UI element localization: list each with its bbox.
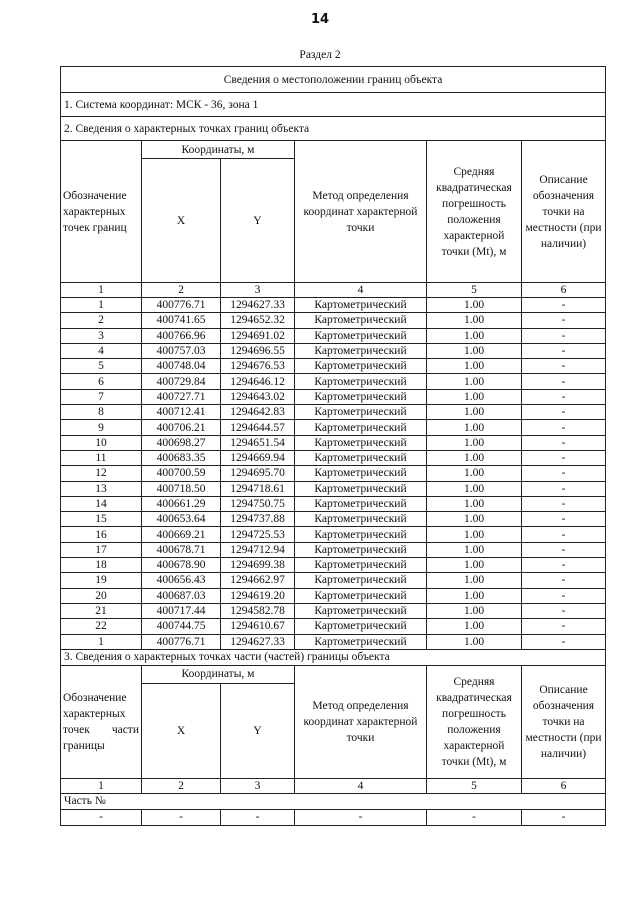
part-designation-line: Обозначение bbox=[63, 691, 127, 704]
method: Картометрический bbox=[295, 420, 427, 435]
table-row bbox=[61, 481, 606, 496]
error-value: 1.00 bbox=[427, 435, 522, 450]
description: - bbox=[522, 588, 606, 603]
method: Картометрический bbox=[295, 374, 427, 389]
part-method-header: Метод определения координат характерной точки bbox=[295, 665, 427, 778]
description: - bbox=[522, 573, 606, 588]
error-value: 1.00 bbox=[427, 420, 522, 435]
section-label: Раздел 2 bbox=[299, 49, 341, 61]
part-designation-line: точек части bbox=[63, 723, 139, 736]
y-coordinate: 1294695.70 bbox=[221, 466, 295, 481]
table-row bbox=[61, 512, 606, 527]
table-row bbox=[61, 343, 606, 358]
point-number: 8 bbox=[61, 405, 142, 420]
description: - bbox=[522, 512, 606, 527]
y-coordinate: 1294627.33 bbox=[221, 298, 295, 313]
y-coordinate: 1294676.53 bbox=[221, 359, 295, 374]
error-value: 1.00 bbox=[427, 496, 522, 511]
part-cell: - bbox=[61, 809, 142, 825]
description: - bbox=[522, 481, 606, 496]
table-row bbox=[61, 634, 606, 649]
table-row bbox=[61, 298, 606, 313]
x-coordinate: 400683.35 bbox=[142, 450, 221, 465]
part-description-header: Описание обозначения точки на местности (при наличии) bbox=[522, 665, 606, 778]
part-designation-line: границы bbox=[63, 739, 105, 752]
method: Картометрический bbox=[295, 435, 427, 450]
description-header: Описание обозначения точки на местности (при наличии) bbox=[522, 141, 606, 283]
coordinate-system: 1. Система координат: МСК - 36, зона 1 bbox=[61, 93, 606, 117]
coords-header: Координаты, м bbox=[142, 141, 295, 159]
description: - bbox=[522, 558, 606, 573]
table-title: Сведения о местоположении границ объекта bbox=[61, 67, 606, 93]
part-designation-line: характерных bbox=[63, 707, 126, 720]
part-y-header: Y bbox=[221, 683, 295, 778]
col-num: 1 bbox=[61, 283, 142, 298]
part-col-num: 6 bbox=[522, 778, 606, 793]
error-value: 1.00 bbox=[427, 573, 522, 588]
table-row bbox=[61, 359, 606, 374]
point-number: 16 bbox=[61, 527, 142, 542]
method: Картометрический bbox=[295, 343, 427, 358]
error-value: 1.00 bbox=[427, 405, 522, 420]
part-coords-header: Координаты, м bbox=[142, 665, 295, 683]
method: Картометрический bbox=[295, 496, 427, 511]
error-value: 1.00 bbox=[427, 298, 522, 313]
part-col-num: 2 bbox=[142, 778, 221, 793]
boundary-table bbox=[60, 66, 606, 826]
error-value: 1.00 bbox=[427, 466, 522, 481]
error-value: 1.00 bbox=[427, 512, 522, 527]
description: - bbox=[522, 420, 606, 435]
method: Картометрический bbox=[295, 481, 427, 496]
x-coordinate: 400748.04 bbox=[142, 359, 221, 374]
table-row bbox=[61, 389, 606, 404]
x-coordinate: 400766.96 bbox=[142, 328, 221, 343]
description: - bbox=[522, 619, 606, 634]
section2-title: 2. Сведения о характерных точках границ объекта bbox=[61, 117, 606, 141]
error-header: Средняя квадратическая погрешность положения характерной точки (Mt), м bbox=[427, 141, 522, 283]
col-num: 3 bbox=[221, 283, 295, 298]
table-row bbox=[61, 466, 606, 481]
x-coordinate: 400712.41 bbox=[142, 405, 221, 420]
description: - bbox=[522, 435, 606, 450]
y-coordinate: 1294610.67 bbox=[221, 619, 295, 634]
point-number: 13 bbox=[61, 481, 142, 496]
x-coordinate: 400653.64 bbox=[142, 512, 221, 527]
x-coordinate: 400700.59 bbox=[142, 466, 221, 481]
y-coordinate: 1294725.53 bbox=[221, 527, 295, 542]
error-value: 1.00 bbox=[427, 558, 522, 573]
method: Картометрический bbox=[295, 389, 427, 404]
method: Картометрический bbox=[295, 619, 427, 634]
part-cell: - bbox=[427, 809, 522, 825]
point-number: 10 bbox=[61, 435, 142, 450]
error-value: 1.00 bbox=[427, 588, 522, 603]
method-header: Метод определения координат характерной точки bbox=[295, 141, 427, 283]
designation-header: Обозначение характерных точек границ bbox=[61, 141, 142, 283]
y-coordinate: 1294737.88 bbox=[221, 512, 295, 527]
description: - bbox=[522, 527, 606, 542]
y-coordinate: 1294652.32 bbox=[221, 313, 295, 328]
description: - bbox=[522, 389, 606, 404]
description: - bbox=[522, 405, 606, 420]
error-value: 1.00 bbox=[427, 328, 522, 343]
point-number: 7 bbox=[61, 389, 142, 404]
y-coordinate: 1294691.02 bbox=[221, 328, 295, 343]
error-value: 1.00 bbox=[427, 619, 522, 634]
part-col-num: 5 bbox=[427, 778, 522, 793]
table-row bbox=[61, 405, 606, 420]
x-header: X bbox=[142, 159, 221, 283]
description: - bbox=[522, 634, 606, 649]
point-number: 21 bbox=[61, 603, 142, 618]
point-number: 11 bbox=[61, 450, 142, 465]
method: Картометрический bbox=[295, 558, 427, 573]
table-row bbox=[61, 619, 606, 634]
y-coordinate: 1294646.12 bbox=[221, 374, 295, 389]
error-value: 1.00 bbox=[427, 542, 522, 557]
point-number: 5 bbox=[61, 359, 142, 374]
x-coordinate: 400741.65 bbox=[142, 313, 221, 328]
part-cell: - bbox=[221, 809, 295, 825]
error-value: 1.00 bbox=[427, 374, 522, 389]
x-coordinate: 400717.44 bbox=[142, 603, 221, 618]
table-row bbox=[61, 527, 606, 542]
x-coordinate: 400729.84 bbox=[142, 374, 221, 389]
point-number: 2 bbox=[61, 313, 142, 328]
table-row bbox=[61, 420, 606, 435]
table-row bbox=[61, 450, 606, 465]
x-coordinate: 400757.03 bbox=[142, 343, 221, 358]
x-coordinate: 400744.75 bbox=[142, 619, 221, 634]
part-label: Часть № bbox=[61, 793, 606, 809]
table-row bbox=[61, 603, 606, 618]
method: Картометрический bbox=[295, 298, 427, 313]
method: Картометрический bbox=[295, 634, 427, 649]
point-number: 20 bbox=[61, 588, 142, 603]
x-coordinate: 400776.71 bbox=[142, 634, 221, 649]
part-designation-header bbox=[61, 665, 142, 778]
error-value: 1.00 bbox=[427, 527, 522, 542]
col-num: 2 bbox=[142, 283, 221, 298]
description: - bbox=[522, 359, 606, 374]
y-coordinate: 1294718.61 bbox=[221, 481, 295, 496]
col-num: 5 bbox=[427, 283, 522, 298]
point-number: 19 bbox=[61, 573, 142, 588]
part-x-header: X bbox=[142, 683, 221, 778]
point-number: 12 bbox=[61, 466, 142, 481]
x-coordinate: 400678.71 bbox=[142, 542, 221, 557]
point-number: 15 bbox=[61, 512, 142, 527]
error-value: 1.00 bbox=[427, 481, 522, 496]
x-coordinate: 400678.90 bbox=[142, 558, 221, 573]
table-row bbox=[61, 496, 606, 511]
error-value: 1.00 bbox=[427, 359, 522, 374]
section3-title: 3. Сведения о характерных точках части (частей) границы объекта bbox=[61, 649, 606, 665]
method: Картометрический bbox=[295, 359, 427, 374]
table-row bbox=[61, 573, 606, 588]
y-coordinate: 1294699.38 bbox=[221, 558, 295, 573]
part-col-num: 4 bbox=[295, 778, 427, 793]
point-number: 1 bbox=[61, 634, 142, 649]
point-number: 3 bbox=[61, 328, 142, 343]
point-number: 17 bbox=[61, 542, 142, 557]
part-error-header: Средняя квадратическая погрешность положения характерной точки (Mt), м bbox=[427, 665, 522, 778]
error-value: 1.00 bbox=[427, 603, 522, 618]
part-cell: - bbox=[142, 809, 221, 825]
method: Картометрический bbox=[295, 527, 427, 542]
x-coordinate: 400706.21 bbox=[142, 420, 221, 435]
part-col-num: 3 bbox=[221, 778, 295, 793]
page-number: 14 bbox=[310, 12, 330, 27]
x-coordinate: 400727.71 bbox=[142, 389, 221, 404]
method: Картометрический bbox=[295, 512, 427, 527]
method: Картометрический bbox=[295, 466, 427, 481]
method: Картометрический bbox=[295, 405, 427, 420]
method: Картометрический bbox=[295, 573, 427, 588]
point-number: 18 bbox=[61, 558, 142, 573]
y-coordinate: 1294619.20 bbox=[221, 588, 295, 603]
description: - bbox=[522, 374, 606, 389]
method: Картометрический bbox=[295, 328, 427, 343]
error-value: 1.00 bbox=[427, 343, 522, 358]
description: - bbox=[522, 603, 606, 618]
description: - bbox=[522, 328, 606, 343]
description: - bbox=[522, 313, 606, 328]
col-num: 6 bbox=[522, 283, 606, 298]
point-number: 6 bbox=[61, 374, 142, 389]
y-coordinate: 1294712.94 bbox=[221, 542, 295, 557]
error-value: 1.00 bbox=[427, 634, 522, 649]
table-row bbox=[61, 328, 606, 343]
x-coordinate: 400718.50 bbox=[142, 481, 221, 496]
point-number: 9 bbox=[61, 420, 142, 435]
description: - bbox=[522, 450, 606, 465]
y-coordinate: 1294582.78 bbox=[221, 603, 295, 618]
x-coordinate: 400661.29 bbox=[142, 496, 221, 511]
description: - bbox=[522, 298, 606, 313]
y-coordinate: 1294627.33 bbox=[221, 634, 295, 649]
description: - bbox=[522, 343, 606, 358]
y-coordinate: 1294669.94 bbox=[221, 450, 295, 465]
table-row bbox=[61, 558, 606, 573]
description: - bbox=[522, 542, 606, 557]
y-coordinate: 1294644.57 bbox=[221, 420, 295, 435]
method: Картометрический bbox=[295, 588, 427, 603]
y-coordinate: 1294643.02 bbox=[221, 389, 295, 404]
description: - bbox=[522, 496, 606, 511]
part-cell: - bbox=[522, 809, 606, 825]
point-number: 4 bbox=[61, 343, 142, 358]
error-value: 1.00 bbox=[427, 389, 522, 404]
x-coordinate: 400776.71 bbox=[142, 298, 221, 313]
y-coordinate: 1294642.83 bbox=[221, 405, 295, 420]
table-row bbox=[61, 313, 606, 328]
part-cell: - bbox=[295, 809, 427, 825]
col-num: 4 bbox=[295, 283, 427, 298]
x-coordinate: 400656.43 bbox=[142, 573, 221, 588]
table-row bbox=[61, 435, 606, 450]
error-value: 1.00 bbox=[427, 313, 522, 328]
x-coordinate: 400698.27 bbox=[142, 435, 221, 450]
y-coordinate: 1294662.97 bbox=[221, 573, 295, 588]
point-number: 14 bbox=[61, 496, 142, 511]
point-number: 1 bbox=[61, 298, 142, 313]
table-row bbox=[61, 374, 606, 389]
method: Картометрический bbox=[295, 542, 427, 557]
y-coordinate: 1294651.54 bbox=[221, 435, 295, 450]
y-header: Y bbox=[221, 159, 295, 283]
error-value: 1.00 bbox=[427, 450, 522, 465]
method: Картометрический bbox=[295, 313, 427, 328]
point-number: 22 bbox=[61, 619, 142, 634]
table-row bbox=[61, 542, 606, 557]
method: Картометрический bbox=[295, 603, 427, 618]
y-coordinate: 1294696.55 bbox=[221, 343, 295, 358]
part-col-num: 1 bbox=[61, 778, 142, 793]
method: Картометрический bbox=[295, 450, 427, 465]
x-coordinate: 400687.03 bbox=[142, 588, 221, 603]
table-row bbox=[61, 588, 606, 603]
x-coordinate: 400669.21 bbox=[142, 527, 221, 542]
description: - bbox=[522, 466, 606, 481]
y-coordinate: 1294750.75 bbox=[221, 496, 295, 511]
